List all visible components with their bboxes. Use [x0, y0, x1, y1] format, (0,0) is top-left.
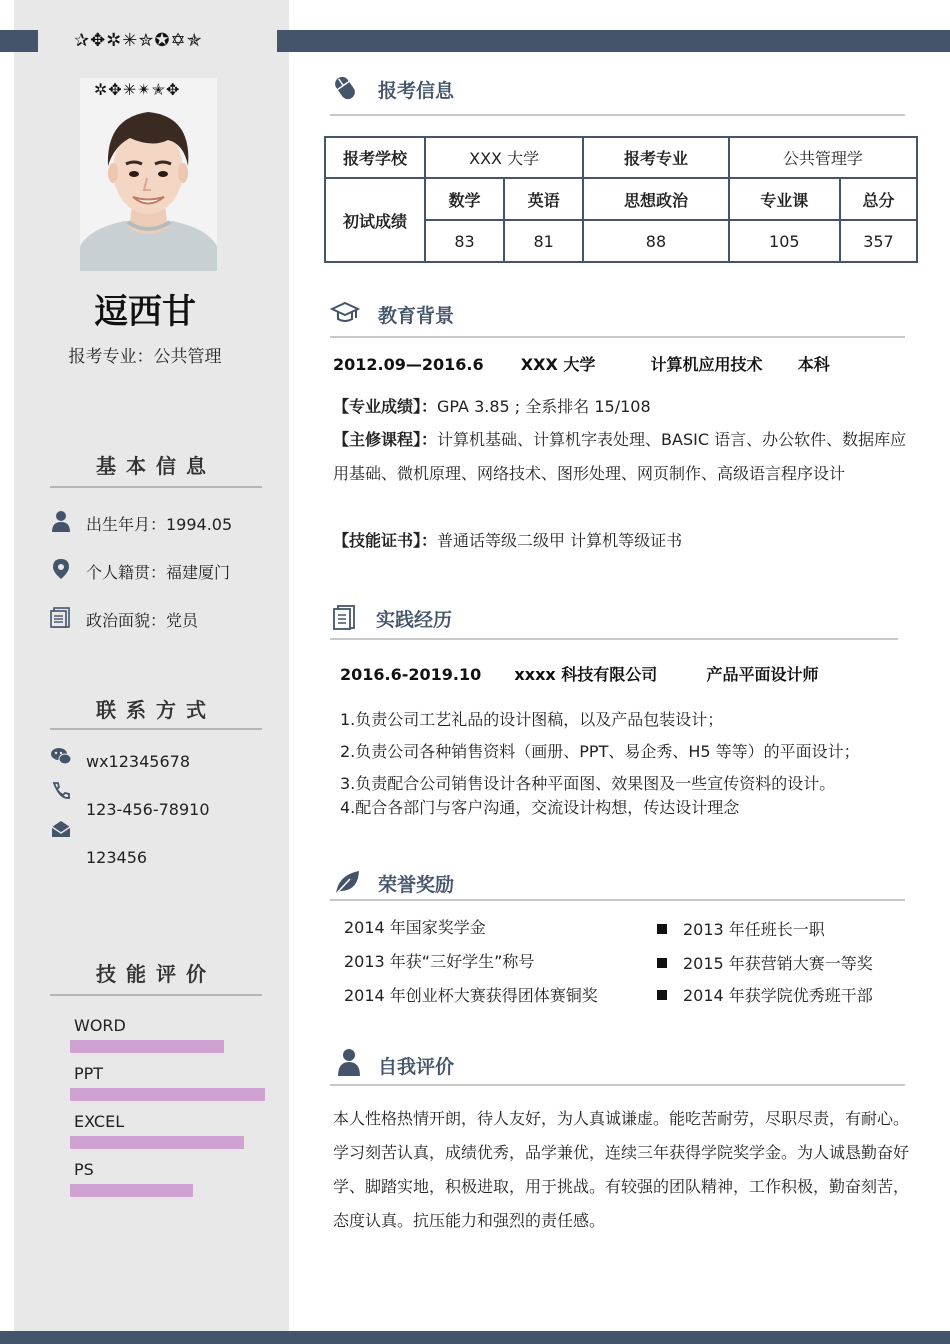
honor-item: [657, 983, 873, 1006]
divider: [330, 336, 905, 338]
courses-value: 计算机基础、计算机字表处理、BASIC 语言、办公软件、数据库应用基础、微机原理、网络技术、图形处理、网页制作、高级语言程序设计: [333, 430, 907, 483]
grade-value: GPA 3.85 ; 全系排名 15/108: [437, 397, 651, 416]
skills-heading: 技能评价: [96, 962, 216, 986]
honor-text: 2013 年任班长一职: [683, 920, 825, 939]
avatar: [80, 78, 217, 271]
edu-cert-line: [333, 524, 682, 558]
divider: [330, 114, 905, 116]
practice-header: [340, 662, 818, 685]
divider: [50, 486, 262, 488]
divider: [50, 728, 262, 730]
practice-item: 4.配合各部门与客户沟通，交流设计构想，传达设计理念: [340, 798, 740, 817]
education-header: [333, 352, 830, 375]
education-title: 教育背景: [378, 305, 455, 327]
top-bar-right: [277, 30, 950, 52]
school-label: 报考学校: [325, 137, 425, 178]
graduation-cap-icon: [330, 298, 360, 328]
photo-decor-stars: ✲✥✳✴✭✥: [94, 80, 181, 99]
edu-period: 2012.09—2016.6: [333, 355, 484, 374]
grade-label: 【专业成绩】：: [333, 397, 438, 416]
school-value: XXX 大学: [425, 137, 583, 178]
location-pin-icon: [50, 558, 72, 580]
skill-level-bar: [70, 1184, 193, 1197]
divider: [330, 638, 898, 640]
bullet-square-icon: [657, 990, 667, 1000]
person-icon: [334, 1047, 364, 1077]
skill-label: PS: [74, 1160, 94, 1179]
honors-title: 荣誉奖励: [378, 874, 455, 896]
skill-label: WORD: [74, 1016, 126, 1035]
top-bar-left: [0, 30, 38, 52]
bullet-square-icon: [657, 924, 667, 934]
divider: [50, 994, 262, 996]
cert-label: 【技能证书】：: [333, 531, 438, 550]
subject-header: 总分: [840, 178, 917, 220]
person-icon: [50, 510, 72, 532]
target-major: 报考专业：公共管理: [68, 347, 222, 367]
major-value: 公共管理学: [729, 137, 917, 178]
self-eval-text: 本人性格热情开朗，待人友好，为人真诚谦虚。能吃苦耐劳，尽职尽责，有耐心。学习刻苦认真，成绩优秀，品学兼优，连续三年获得学院奖学金。为人诚恳勤奋好学、脚踏实地，积极进取，用于挑战。有较强的团队精神，工作积极，勤奋刻苦，态度认真。抗压能力和强烈的责任感。: [333, 1109, 910, 1230]
birth-date: 出生年月：1994.05: [86, 515, 233, 534]
skill-label: EXCEL: [74, 1112, 125, 1131]
practice-role: 产品平面设计师: [706, 665, 819, 684]
practice-item: 2.负责公司各种销售资料（画册、PPT、易企秀、H5 等等）的平面设计；: [340, 742, 860, 761]
honor-text: 2014 年获学院优秀班干部: [683, 986, 873, 1005]
edu-courses-line: [333, 423, 908, 491]
exam-title: 报考信息: [378, 80, 455, 102]
subject-header: 专业课: [729, 178, 840, 220]
hometown: 个人籍贯：福建厦门: [86, 563, 231, 582]
score-cell: 81: [504, 220, 583, 262]
wechat-icon: [50, 746, 72, 768]
honor-item: 2014 年创业杯大赛获得团体赛铜奖: [344, 986, 598, 1005]
edu-school: XXX 大学: [520, 355, 596, 374]
notes-icon: [330, 603, 360, 633]
practice-item: 1.负责公司工艺礼品的设计图稿，以及产品包装设计；: [340, 710, 724, 729]
edu-grade-line: [333, 390, 651, 424]
honor-text: 2015 年获营销大赛一等奖: [683, 954, 873, 973]
honor-item: 2014 年国家奖学金: [344, 918, 486, 937]
honor-item: [657, 917, 825, 940]
skill-level-bar: [70, 1088, 265, 1101]
skill-level-bar: [70, 1136, 244, 1149]
honor-item: [657, 951, 873, 974]
cert-value: 普通话等级二级甲 计算机等级证书: [437, 531, 683, 550]
courses-label: 【主修课程】：: [333, 430, 438, 449]
edu-major: 计算机应用技术: [650, 355, 763, 374]
bullet-square-icon: [657, 958, 667, 968]
edu-degree: 本科: [797, 355, 830, 374]
mouse-icon: [330, 73, 360, 103]
divider: [330, 1084, 905, 1086]
contact-heading: 联系方式: [96, 698, 216, 722]
full-name: 逗西甘: [94, 292, 196, 332]
exam-table: [324, 136, 918, 263]
score-cell: 357: [840, 220, 917, 262]
leaf-icon: [332, 867, 362, 897]
practice-company: xxxx 科技有限公司: [514, 665, 658, 684]
skill-label: PPT: [74, 1064, 104, 1083]
subject-header: 思想政治: [583, 178, 728, 220]
phone-icon: [50, 780, 72, 802]
major-label: 报考专业: [583, 137, 728, 178]
practice-period: 2016.6-2019.10: [340, 665, 482, 684]
self-eval-title: 自我评价: [378, 1056, 455, 1078]
email-icon: [50, 818, 72, 840]
political-status: 政治面貌：党员: [86, 611, 199, 630]
subject-header: 数学: [425, 178, 504, 220]
decor-stars: ✰✥✲✳✮✪✡✯: [74, 30, 203, 51]
phone-number: 123-456-78910: [86, 800, 210, 819]
subject-header: 英语: [504, 178, 583, 220]
score-label: 初试成绩: [325, 178, 425, 262]
honor-item: 2013 年获“三好学生”称号: [344, 952, 535, 971]
practice-title: 实践经历: [376, 609, 453, 631]
bottom-bar: [0, 1331, 950, 1344]
divider: [330, 899, 905, 901]
email-value: 123456: [86, 848, 148, 867]
skill-level-bar: [70, 1040, 224, 1053]
basic-info-heading: 基本信息: [96, 454, 216, 478]
score-cell: 83: [425, 220, 504, 262]
score-cell: 88: [583, 220, 728, 262]
wechat-id: wx12345678: [86, 752, 190, 771]
score-cell: 105: [729, 220, 840, 262]
document-icon: [50, 606, 72, 628]
practice-item: 3.负责配合公司销售设计各种平面图、效果图及一些宣传资料的设计。: [340, 774, 836, 793]
